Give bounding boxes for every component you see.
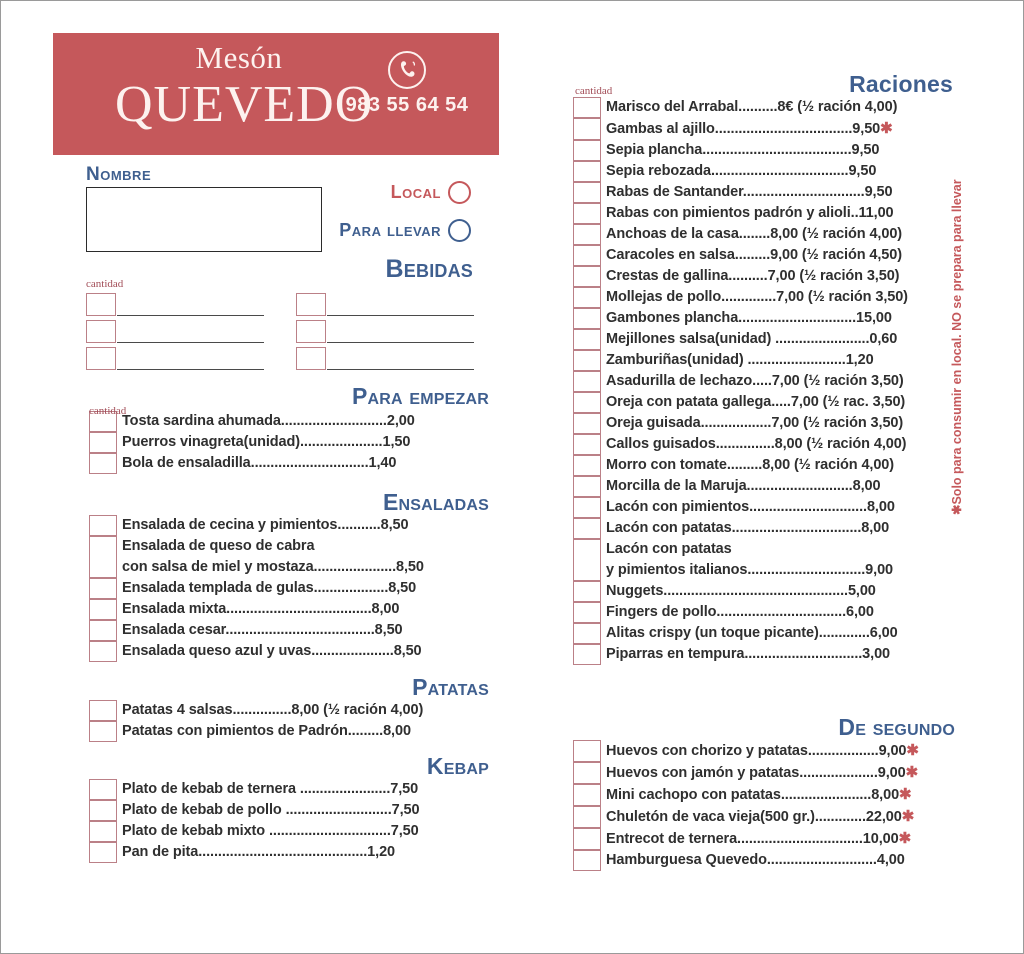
menu-item-qty-box[interactable] <box>573 329 601 350</box>
menu-item-row[interactable] <box>573 140 955 161</box>
menu-item-row[interactable] <box>89 578 489 599</box>
menu-item-row[interactable] <box>89 700 489 721</box>
menu-item-row[interactable] <box>89 620 489 641</box>
menu-item-qty-box[interactable] <box>573 287 601 308</box>
menu-item-text: Chuletón de vaca vieja(500 gr.).............22,00✱ <box>606 808 915 825</box>
menu-item-text: Oreja guisada..................7,00 (½ ración 3,50) <box>606 415 904 431</box>
order-mode-takeaway-radio[interactable] <box>448 219 471 242</box>
menu-item-qty-box[interactable] <box>89 721 117 742</box>
bebidas-qty-box[interactable] <box>296 320 326 343</box>
menu-item-text: Callos guisados...............8,00 (½ ración 4,00) <box>606 436 907 452</box>
bebidas-column-right <box>296 289 474 370</box>
menu-item-row[interactable] <box>573 784 955 806</box>
menu-item-text: Sepia plancha......................................9,50 <box>606 142 880 158</box>
menu-item-qty-box[interactable] <box>573 784 601 806</box>
menu-item-text: Lacón con patatas y pimientos italianos..............................9,00 <box>606 541 893 578</box>
menu-item-row[interactable] <box>573 371 955 392</box>
takeaway-restriction-star-icon: ✱ <box>906 742 919 759</box>
menu-item-qty-box[interactable] <box>89 432 117 453</box>
menu-item-text: Zamburiñas(unidad) .........................1,20 <box>606 352 874 368</box>
item-list <box>89 411 489 474</box>
menu-item-text: Rabas de Santander...............................9,50 <box>606 184 893 200</box>
menu-item-row[interactable] <box>89 432 489 453</box>
bebidas-name-line[interactable] <box>117 368 264 370</box>
phone-number: 983 55 64 54 <box>345 94 469 116</box>
menu-item-text: Ensalada de queso de cabra con salsa de miel y mostaza.....................8,50 <box>122 538 424 575</box>
menu-item-text: Morcilla de la Maruja...........................8,00 <box>606 478 881 494</box>
menu-item-row[interactable] <box>89 779 489 800</box>
menu-section-ensaladas <box>89 489 489 662</box>
menu-item-text: Gambones plancha..............................15,00 <box>606 310 892 326</box>
menu-item-row[interactable] <box>573 118 955 140</box>
menu-item-qty-box[interactable] <box>573 182 601 203</box>
menu-item-text: Bola de ensaladilla..............................1,40 <box>122 455 397 471</box>
menu-item-row[interactable] <box>573 623 955 644</box>
menu-item-row[interactable] <box>573 539 955 581</box>
menu-item-qty-box[interactable] <box>573 497 601 518</box>
takeaway-restriction-star-icon: ✱ <box>901 808 915 825</box>
section-heading-bebidas: Bebidas <box>385 255 473 283</box>
menu-item-row[interactable] <box>573 392 955 413</box>
menu-item-row[interactable] <box>573 828 955 850</box>
menu-item-qty-box[interactable] <box>573 476 601 497</box>
menu-item-row[interactable] <box>573 476 955 497</box>
menu-item-text: Crestas de gallina..........7,00 (½ ración 3,50) <box>606 268 900 284</box>
cantidad-label-bebidas: cantidad <box>86 278 124 290</box>
menu-item-qty-box[interactable] <box>573 806 601 828</box>
menu-item-qty-box[interactable] <box>89 779 117 800</box>
menu-item-text: Rabas con pimientos padrón y alioli..11,00 <box>606 205 894 221</box>
menu-item-qty-box[interactable] <box>573 581 601 602</box>
menu-item-qty-box[interactable] <box>89 515 117 536</box>
menu-item-qty-box[interactable] <box>573 308 601 329</box>
menu-item-text: Ensalada mixta.....................................8,00 <box>122 601 400 617</box>
menu-item-row[interactable] <box>573 266 955 287</box>
menu-item-row[interactable] <box>573 602 955 623</box>
menu-item-row[interactable] <box>573 806 955 828</box>
menu-item-text: Caracoles en salsa.........9,00 (½ ración 4,50) <box>606 247 902 263</box>
menu-item-qty-box[interactable] <box>89 620 117 641</box>
menu-item-row[interactable] <box>573 644 955 665</box>
menu-item-qty-box[interactable] <box>573 850 601 871</box>
menu-item-qty-box[interactable] <box>89 641 117 662</box>
menu-item-text: Sepia rebozada...................................9,50 <box>606 163 877 179</box>
menu-item-qty-box[interactable] <box>573 97 601 118</box>
takeaway-footnote-text: ✱Solo para consumir en local. NO se prepara para llevar <box>950 179 964 515</box>
menu-item-row[interactable] <box>89 536 489 578</box>
menu-item-text: Fingers de pollo.................................6,00 <box>606 604 874 620</box>
menu-item-qty-box[interactable] <box>573 245 601 266</box>
menu-item-text: Asadurilla de lechazo.....7,00 (½ ración 3,50) <box>606 373 904 389</box>
bebidas-row[interactable] <box>296 289 474 316</box>
menu-item-qty-box[interactable] <box>89 700 117 721</box>
logo-line-meson: Mesón <box>195 40 283 75</box>
menu-item-qty-box[interactable] <box>89 800 117 821</box>
takeaway-restriction-star-icon: ✱ <box>899 786 912 803</box>
section-heading-para-empezar: Para empezar <box>351 383 489 409</box>
item-list <box>89 515 489 662</box>
item-list <box>573 740 955 871</box>
takeaway-restriction-star-icon: ✱ <box>905 764 919 781</box>
menu-item-text: Patatas con pimientos de Padrón.........8,00 <box>122 723 411 739</box>
menu-item-row[interactable] <box>573 350 955 371</box>
bebidas-row[interactable] <box>296 316 474 343</box>
menu-item-row[interactable] <box>573 203 955 224</box>
bebidas-name-line[interactable] <box>327 341 474 343</box>
brand-banner <box>53 33 499 155</box>
menu-item-text: Ensalada cesar......................................8,50 <box>122 622 403 638</box>
menu-item-text: Mollejas de pollo..............7,00 (½ ración 3,50) <box>606 289 908 305</box>
menu-item-text: Pan de pita...........................................1,20 <box>122 844 395 860</box>
menu-item-row[interactable] <box>89 411 489 432</box>
menu-item-row[interactable] <box>573 455 955 476</box>
raciones-header-area <box>573 71 953 97</box>
menu-item-row[interactable] <box>573 413 955 434</box>
cantidad-label-para-empezar: cantidad <box>89 405 127 417</box>
menu-item-qty-box[interactable] <box>89 821 117 842</box>
bebidas-name-line[interactable] <box>117 341 264 343</box>
menu-item-qty-box[interactable] <box>573 392 601 413</box>
menu-item-qty-box[interactable] <box>573 203 601 224</box>
bebidas-qty-box[interactable] <box>86 320 116 343</box>
menu-item-text: Oreja con patata gallega.....7,00 (½ rac. 3,50) <box>606 394 906 410</box>
menu-item-qty-box[interactable] <box>573 740 601 762</box>
menu-section-patatas <box>89 674 489 742</box>
menu-item-row[interactable] <box>89 599 489 620</box>
menu-item-qty-box[interactable] <box>573 140 601 161</box>
menu-item-text: Plato de kebab mixto ...............................7,50 <box>122 823 419 839</box>
menu-item-text: Plato de kebab de ternera .......................7,50 <box>122 781 419 797</box>
menu-item-row[interactable] <box>89 515 489 536</box>
menu-item-text: Gambas al ajillo...................................9,50✱ <box>606 120 893 137</box>
order-mode-local-radio[interactable] <box>448 181 471 204</box>
menu-item-row[interactable] <box>573 740 955 762</box>
menu-item-text: Huevos con chorizo y patatas..................9,00✱ <box>606 742 919 759</box>
section-heading-raciones: Raciones <box>849 71 953 97</box>
menu-item-text: Ensalada queso azul y uvas.....................8,50 <box>122 643 422 659</box>
telephone-handset-icon <box>388 51 426 89</box>
menu-item-row[interactable] <box>573 581 955 602</box>
item-list <box>89 779 489 863</box>
menu-item-qty-box[interactable] <box>573 602 601 623</box>
menu-item-qty-box[interactable] <box>573 161 601 182</box>
menu-item-text: Hamburguesa Quevedo............................4,00 <box>606 852 905 868</box>
section-heading-patatas: Patatas <box>412 674 489 700</box>
menu-item-text: Marisco del Arrabal..........8€ (½ ración 4,00) <box>606 99 898 115</box>
section-heading-ensaladas: Ensaladas <box>382 489 489 515</box>
menu-item-qty-box[interactable] <box>573 762 601 784</box>
bebidas-qty-box[interactable] <box>296 347 326 370</box>
menu-item-row[interactable] <box>573 762 955 784</box>
menu-item-qty-box[interactable] <box>573 455 601 476</box>
menu-item-qty-box[interactable] <box>89 536 117 578</box>
menu-item-qty-box[interactable] <box>573 413 601 434</box>
bebidas-name-line[interactable] <box>117 314 264 316</box>
cantidad-label-raciones: cantidad <box>575 85 613 97</box>
menu-item-qty-box[interactable] <box>573 266 601 287</box>
menu-item-row[interactable] <box>573 850 955 871</box>
menu-item-row[interactable] <box>89 453 489 474</box>
menu-item-text: Entrecot de ternera................................10,00✱ <box>606 830 912 847</box>
menu-item-text: Lacón con patatas.................................8,00 <box>606 520 890 536</box>
logo-line-quevedo: QUEVEDO <box>115 76 374 133</box>
menu-section-raciones <box>573 97 955 665</box>
bebidas-column-left <box>86 289 264 370</box>
menu-item-qty-box[interactable] <box>573 828 601 850</box>
section-heading-de-segundo: De segundo <box>838 714 955 740</box>
menu-item-row[interactable] <box>573 518 955 539</box>
menu-item-row[interactable] <box>89 842 489 863</box>
menu-item-qty-box[interactable] <box>89 453 117 474</box>
menu-item-row[interactable] <box>89 821 489 842</box>
menu-item-row[interactable] <box>89 641 489 662</box>
menu-item-row[interactable] <box>573 97 955 118</box>
menu-item-row[interactable] <box>573 308 955 329</box>
menu-item-text: Piparras en tempura..............................3,00 <box>606 646 890 662</box>
menu-item-text: Nuggets...............................................5,00 <box>606 583 876 599</box>
menu-item-row[interactable] <box>89 721 489 742</box>
bebidas-row[interactable] <box>296 343 474 370</box>
menu-item-qty-box[interactable] <box>573 350 601 371</box>
menu-item-text: Ensalada de cecina y pimientos...........8,50 <box>122 517 409 533</box>
menu-item-row[interactable] <box>89 800 489 821</box>
menu-item-text: Mini cachopo con patatas.......................8,00✱ <box>606 786 912 803</box>
bebidas-name-line[interactable] <box>327 314 474 316</box>
menu-item-text: Morro con tomate.........8,00 (½ ración 4,00) <box>606 457 894 473</box>
menu-item-row[interactable] <box>573 161 955 182</box>
menu-item-qty-box[interactable] <box>573 118 601 140</box>
takeaway-restriction-star-icon: ✱ <box>898 830 912 847</box>
order-mode-local[interactable] <box>331 181 471 204</box>
menu-item-qty-box[interactable] <box>573 518 601 539</box>
menu-item-qty-box[interactable] <box>573 644 601 665</box>
item-list <box>573 97 955 665</box>
menu-item-text: Huevos con jamón y patatas....................9,00✱ <box>606 764 919 781</box>
menu-item-qty-box[interactable] <box>89 599 117 620</box>
menu-item-text: Mejillones salsa(unidad) ........................0,60 <box>606 331 898 347</box>
menu-item-qty-box[interactable] <box>573 224 601 245</box>
menu-item-row[interactable] <box>573 245 955 266</box>
takeaway-footnote <box>931 169 964 519</box>
menu-item-text: Tosta sardina ahumada...........................2,00 <box>122 413 415 429</box>
section-heading-kebap: Kebap <box>426 753 489 779</box>
bebidas-row[interactable] <box>86 289 264 316</box>
bebidas-qty-box[interactable] <box>86 347 116 370</box>
menu-section-para-empezar <box>89 383 489 474</box>
order-mode-local-label: Local <box>390 182 441 202</box>
takeaway-restriction-star-icon: ✱ <box>880 120 893 137</box>
menu-item-text: Anchoas de la casa........8,00 (½ ración 4,00) <box>606 226 903 242</box>
bebidas-qty-box[interactable] <box>86 293 116 316</box>
menu-item-qty-box[interactable] <box>573 434 601 455</box>
menu-item-text: Ensalada templada de gulas...................8,50 <box>122 580 417 596</box>
bebidas-row[interactable] <box>86 343 264 370</box>
menu-item-row[interactable] <box>573 287 955 308</box>
menu-item-row[interactable] <box>573 224 955 245</box>
menu-item-row[interactable] <box>573 434 955 455</box>
menu-item-row[interactable] <box>573 182 955 203</box>
bebidas-name-line[interactable] <box>327 368 474 370</box>
menu-item-text: Puerros vinagreta(unidad).....................1,50 <box>122 434 411 450</box>
order-mode-takeaway[interactable] <box>301 219 471 242</box>
menu-item-qty-box[interactable] <box>89 842 117 863</box>
phone-block <box>331 51 483 117</box>
bebidas-row[interactable] <box>86 316 264 343</box>
menu-item-text: Patatas 4 salsas...............8,00 (½ ración 4,00) <box>122 702 424 718</box>
menu-item-qty-box[interactable] <box>573 371 601 392</box>
menu-item-qty-box[interactable] <box>573 539 601 581</box>
menu-item-row[interactable] <box>573 497 955 518</box>
restaurant-logo <box>115 39 374 133</box>
order-mode-takeaway-label: Para llevar <box>339 220 441 240</box>
menu-item-row[interactable] <box>573 329 955 350</box>
menu-section-de-segundo <box>573 714 955 871</box>
nombre-input[interactable] <box>86 187 322 252</box>
item-list <box>89 700 489 742</box>
bebidas-qty-box[interactable] <box>296 293 326 316</box>
menu-section-kebap <box>89 753 489 863</box>
menu-item-qty-box[interactable] <box>573 623 601 644</box>
menu-item-text: Lacón con pimientos..............................8,00 <box>606 499 895 515</box>
menu-item-qty-box[interactable] <box>89 578 117 599</box>
menu-item-text: Alitas crispy (un toque picante).............6,00 <box>606 625 898 641</box>
menu-item-text: Plato de kebab de pollo ...........................7,50 <box>122 802 420 818</box>
bebidas-write-in-grid <box>86 289 476 371</box>
nombre-label: Nombre <box>86 164 152 185</box>
